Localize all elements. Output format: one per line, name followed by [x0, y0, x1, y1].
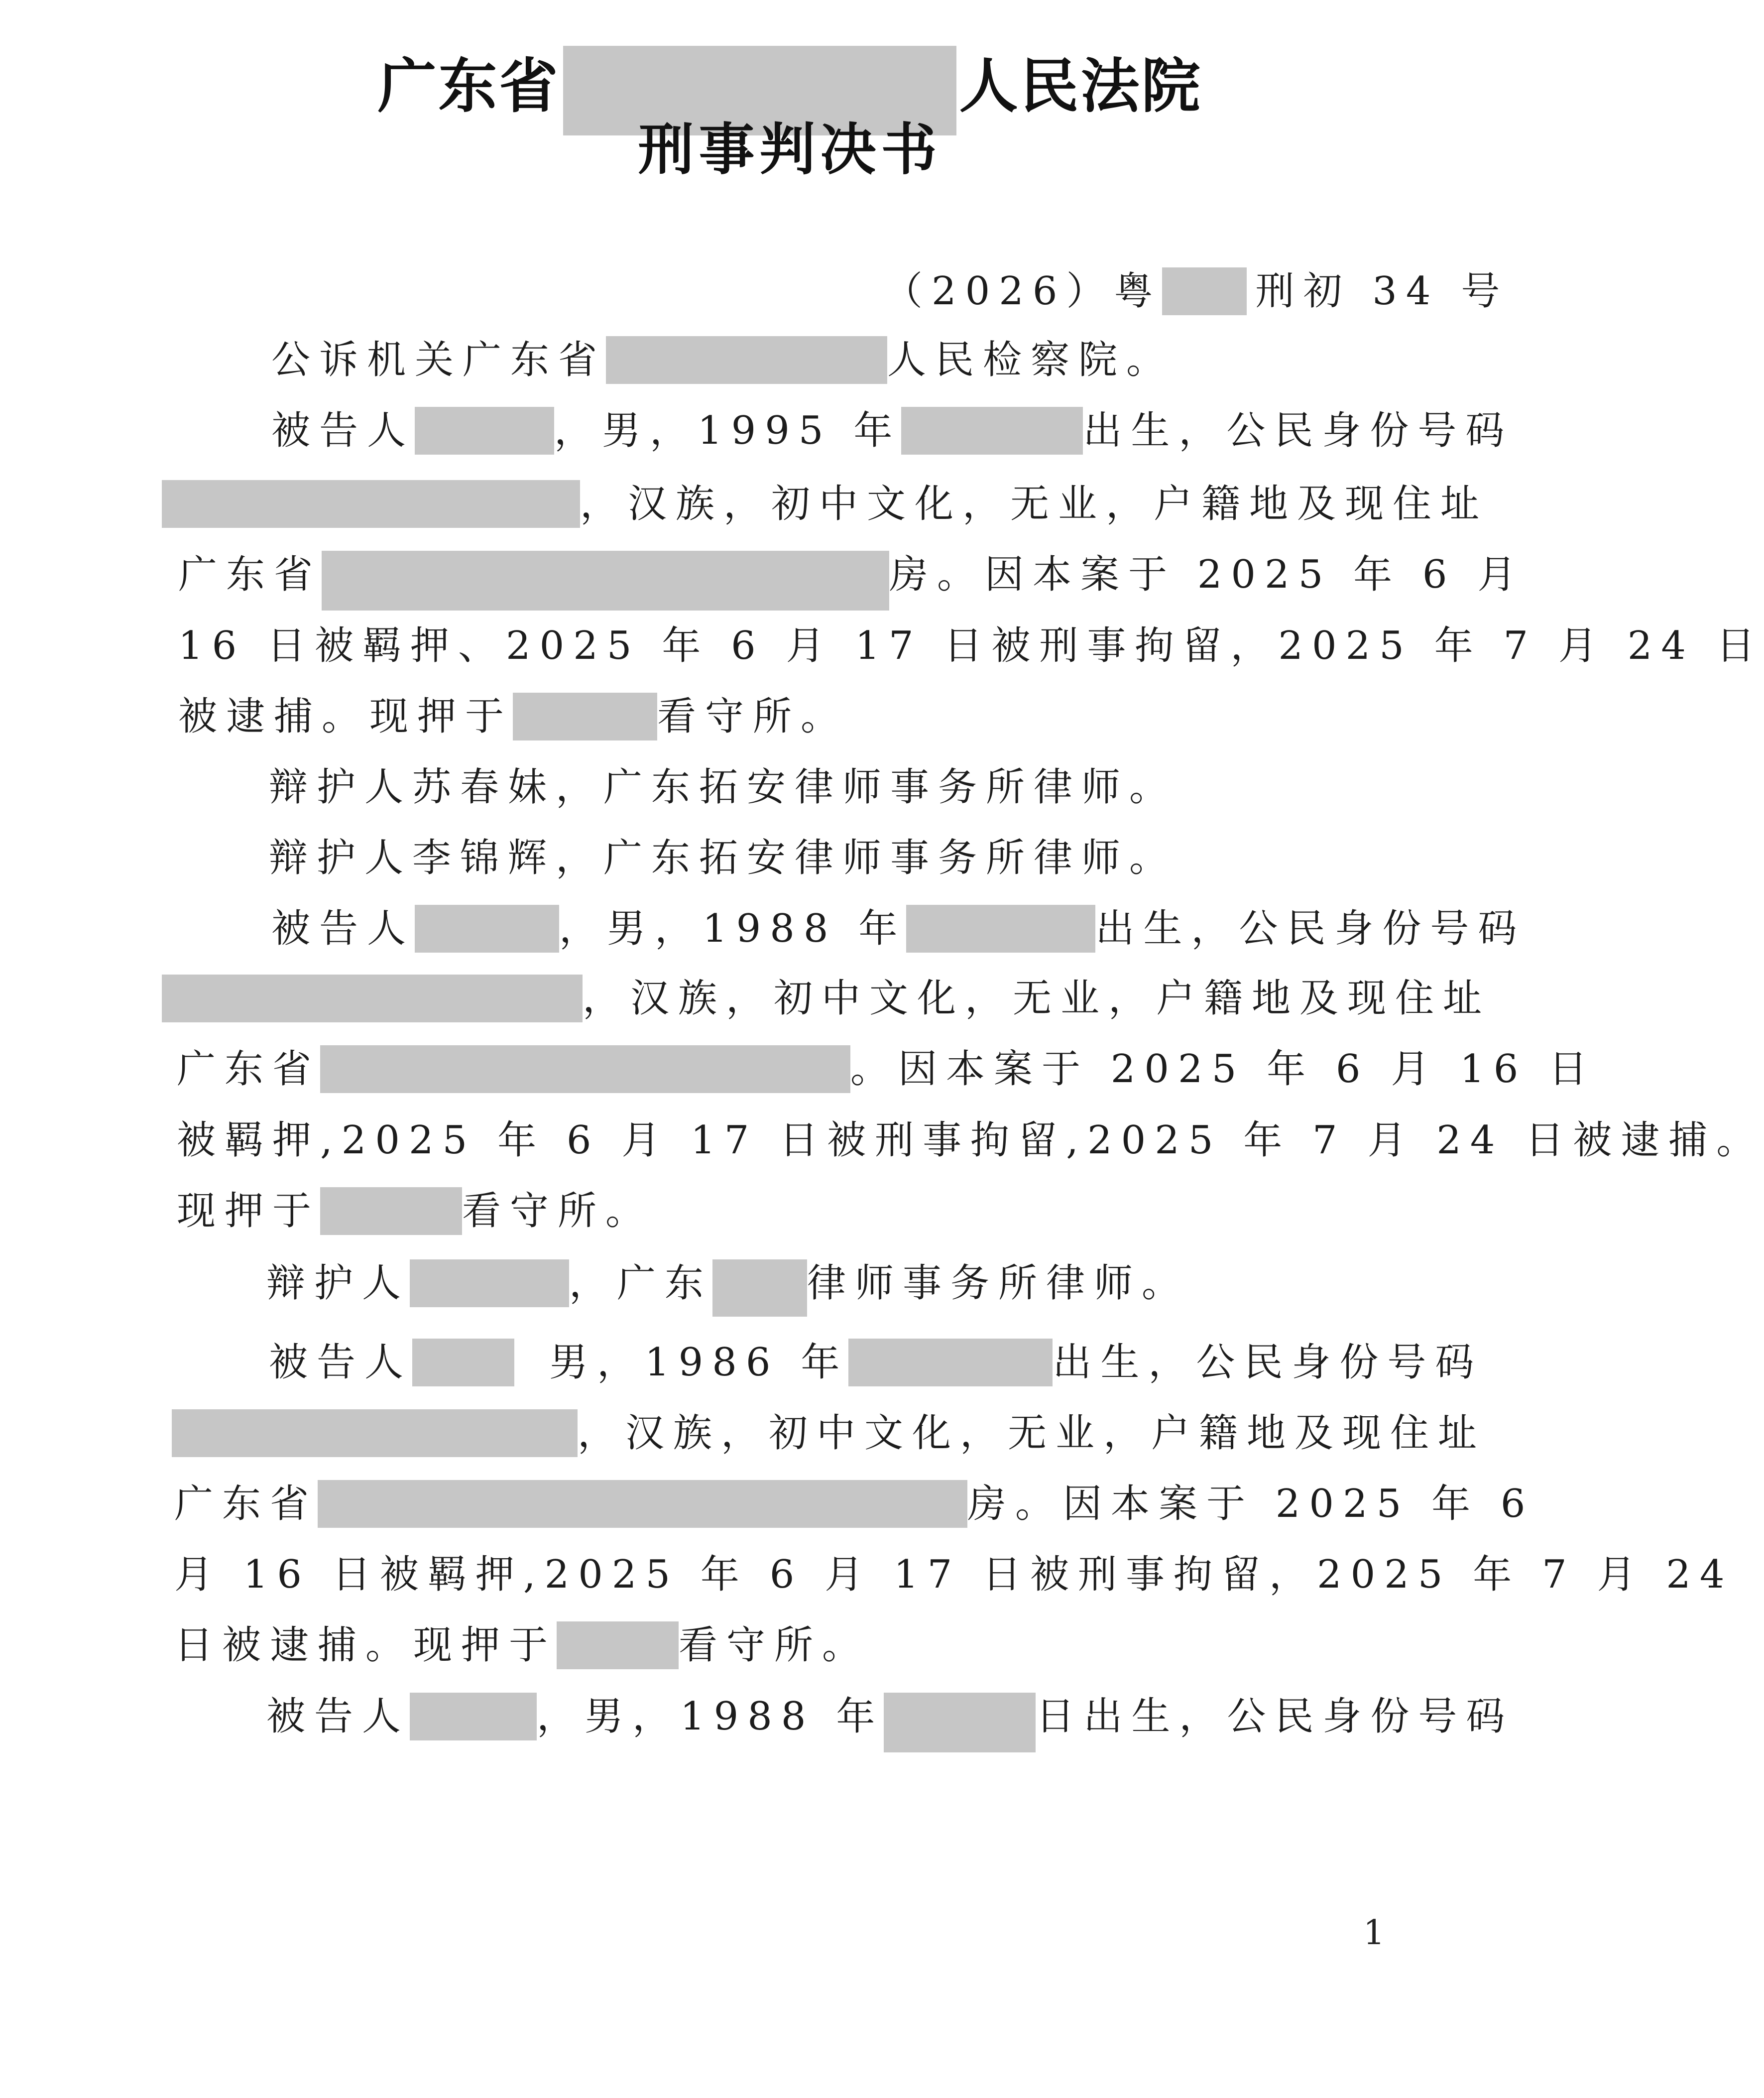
defendant-label: 被告人	[269, 1340, 413, 1385]
redaction-block	[606, 336, 887, 384]
address-prefix: 广东省	[174, 1481, 318, 1526]
birth-id-label: 出生，公民身份号码	[1095, 906, 1526, 951]
redaction-block	[884, 1693, 1036, 1752]
prosecutor-line	[271, 335, 1174, 385]
redaction-block	[410, 1259, 569, 1307]
address-suffix: 。因本案于 2025 年 6 月 16 日	[850, 1047, 1597, 1092]
court-title-prefix: 广东省	[377, 52, 560, 121]
redaction-block	[162, 975, 583, 1022]
counsel-1b: 辩护人李锦辉，广东拓安律师事务所律师。	[269, 836, 1177, 880]
defendant-label: 被告人	[266, 1694, 410, 1739]
redaction-block	[172, 1409, 578, 1457]
redaction-block	[412, 1339, 514, 1386]
redaction-block	[1162, 267, 1247, 315]
arrest-prefix: 日被逮捕。现押于	[174, 1623, 557, 1668]
redaction-block	[322, 551, 889, 611]
defendant-2-line-2	[162, 974, 1491, 1023]
case-number-prefix: （2026）粤	[884, 269, 1162, 314]
ethnicity-education: ，汉族，初中文化，无业，户籍地及现住址	[583, 976, 1491, 1021]
defendant-3-line-3	[174, 1479, 1534, 1529]
address-prefix: 广东省	[178, 552, 322, 597]
detention-center-suffix: 看守所。	[679, 1623, 870, 1668]
counsel-1a: 辩护人苏春妹，广东拓安律师事务所律师。	[269, 765, 1177, 810]
address-suffix: 房。因本案于 2025 年 6 月	[889, 552, 1526, 597]
redaction-block	[415, 407, 554, 455]
gender-birth-year: ，男，1995 年	[554, 408, 902, 453]
hold-prefix: 现押于	[177, 1189, 321, 1234]
redaction-block	[162, 480, 580, 528]
redaction-block	[906, 905, 1095, 953]
birth-id-label: 出生，公民身份号码	[1083, 408, 1514, 453]
court-title-suffix: 人民法院	[959, 52, 1202, 121]
defendant-1-line-2	[162, 479, 1488, 529]
case-number-suffix: 刑初 34 号	[1255, 269, 1509, 314]
arrest-prefix: 被逮捕。现押于	[178, 694, 513, 739]
redaction-block	[415, 905, 559, 953]
gender-birth-year: 男，1986 年	[549, 1340, 849, 1385]
redaction-block	[557, 1621, 679, 1669]
defendant-1-line-5	[178, 692, 848, 741]
address-suffix: 房。因本案于 2025 年 6	[967, 1481, 1534, 1526]
prosecutor-prefix: 公诉机关广东省	[271, 338, 606, 382]
counsel-firm-prefix: ，广东	[569, 1261, 713, 1306]
redaction-block	[901, 407, 1083, 455]
defendant-2-line-5	[177, 1186, 653, 1236]
defendant-3-line-2	[172, 1408, 1486, 1458]
defendant-2-line-4: 被羁押,2025 年 6 月 17 日被刑事拘留,2025 年 7 月 24 日被逮捕。	[177, 1118, 1764, 1163]
redaction-block	[848, 1339, 1053, 1386]
birth-id-label: 日出生，公民身份号码	[1036, 1694, 1514, 1739]
detention-center-suffix: 看守所。	[462, 1189, 654, 1234]
defendant-3-line-1	[269, 1338, 1483, 1387]
ethnicity-education: ，汉族，初中文化，无业，户籍地及现住址	[580, 482, 1489, 526]
ethnicity-education: ，汉族，初中文化，无业，户籍地及现住址	[578, 1411, 1486, 1456]
redaction-block	[410, 1693, 537, 1740]
defendant-3-line-5	[174, 1620, 870, 1670]
defendant-2-line-1	[271, 904, 1526, 954]
document-type-title: 刑事判决书	[638, 118, 942, 182]
defendant-1-line-3	[178, 550, 1525, 611]
redaction-block	[513, 693, 657, 740]
detention-center-suffix: 看守所。	[657, 694, 849, 739]
counsel-firm-suffix: 律师事务所律师。	[807, 1261, 1190, 1306]
case-number	[884, 266, 1509, 316]
defendant-2-line-3	[177, 1044, 1596, 1094]
birth-id-label: 出生，公民身份号码	[1053, 1340, 1483, 1385]
prosecutor-suffix: 人民检察院。	[887, 338, 1175, 382]
counsel-label: 辩护人	[266, 1261, 410, 1306]
redaction-block	[318, 1480, 967, 1528]
defendant-3-line-4: 月 16 日被羁押,2025 年 6 月 17 日被刑事拘留，2025 年 7 月 24	[174, 1552, 1734, 1597]
redaction-block	[320, 1045, 850, 1093]
defendant-1-line-1	[271, 406, 1513, 456]
defendant-1-line-4: 16 日被羁押、2025 年 6 月 17 日被刑事拘留，2025 年 7 月 24 日	[178, 623, 1764, 668]
defendant-label: 被告人	[271, 906, 415, 951]
defendant-4-line-1	[266, 1692, 1514, 1752]
page-number: 1	[1363, 1913, 1385, 1953]
defendant-label: 被告人	[271, 408, 415, 453]
counsel-2	[266, 1258, 1189, 1317]
address-prefix: 广东省	[177, 1047, 321, 1092]
gender-birth-year: ，男，1988 年	[537, 1694, 884, 1739]
redaction-block	[712, 1259, 807, 1317]
gender-birth-year: ，男，1988 年	[559, 906, 907, 951]
redaction-block	[320, 1187, 462, 1235]
